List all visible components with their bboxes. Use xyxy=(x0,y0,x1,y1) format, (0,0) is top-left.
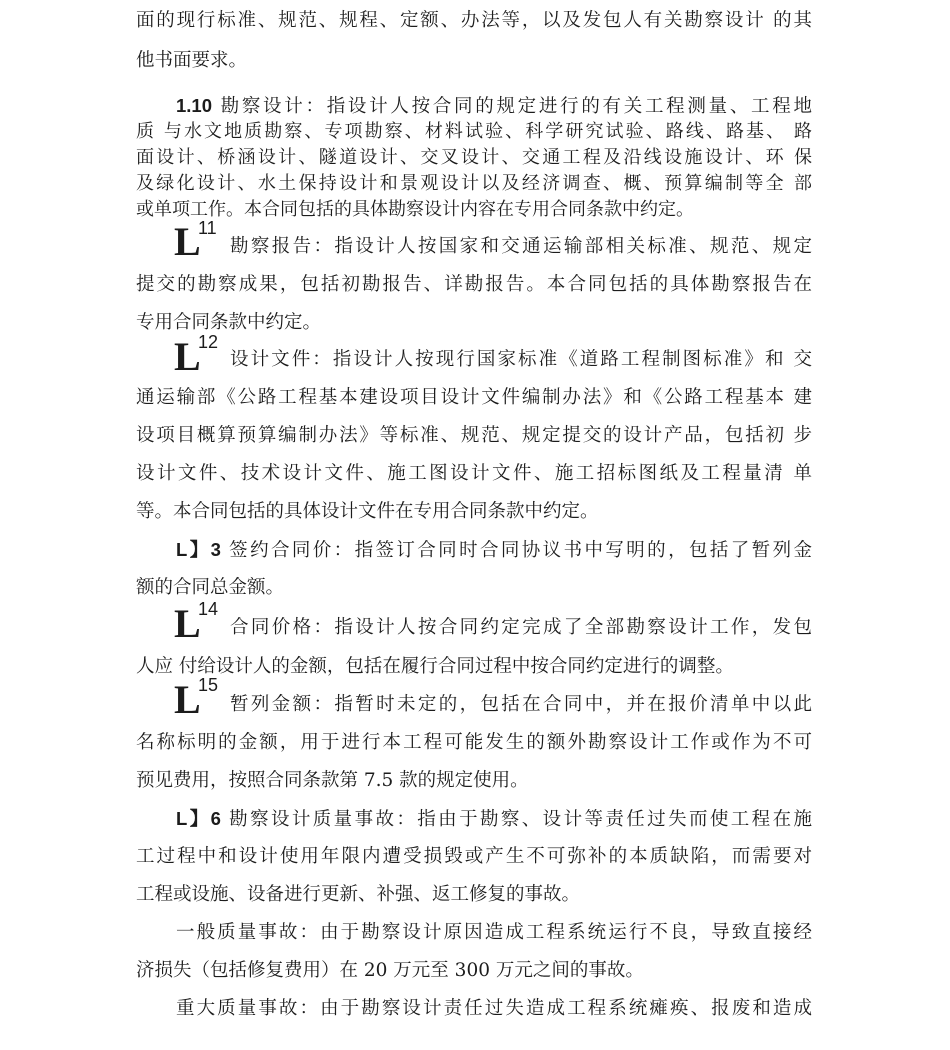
clause-marker-number: 12 xyxy=(198,332,219,352)
text-line: 设计文件：指设计人按现行国家标准《道路工程制图标准》和 交 xyxy=(230,349,812,370)
clause-1-16-first-line xyxy=(176,804,812,834)
text-line: 名称标明的金额，用于进行本工程可能发生的额外勘察设计工作或作为不可 xyxy=(136,732,812,753)
text-line: 勘察报告：指设计人按国家和交通运输部相关标准、规范、规定 xyxy=(230,236,812,257)
clause-marker-L: L xyxy=(174,334,201,379)
text-line: 额的合同总金额。 xyxy=(136,577,285,598)
clause-marker-number: 14 xyxy=(198,599,219,619)
text-line: 工过程中和设计使用年限内遭受损毁或产生不可弥补的本质缺陷，而需要对 xyxy=(136,846,812,867)
text-line: 人应 付给设计人的金额，包括在履行合同过程中按合同约定进行的调整。 xyxy=(136,656,734,677)
clause-text: 勘察设计：指设计人按合同的规定进行的有关工程测量、工程地 xyxy=(220,96,812,117)
clause-marker-L: L xyxy=(174,677,201,722)
text-line: 等。本合同包括的具体设计文件在专用合同条款中约定。 xyxy=(136,501,599,522)
clause-marker-L: L xyxy=(174,219,201,264)
text-line: 专用合同条款中约定。 xyxy=(136,312,322,333)
clause-number: 1.10 xyxy=(176,95,213,116)
text-line: 合同价格：指设计人按合同约定完成了全部勘察设计工作，发包 xyxy=(230,617,812,638)
clause-marker-number: 15 xyxy=(198,675,219,695)
text-line: 预见费用，按照合同条款第 7.5 款的规定使用。 xyxy=(136,770,529,791)
text-line: 提交的勘察成果，包括初勘报告、详勘报告。本合同包括的具体勘察报告在 xyxy=(136,274,812,295)
clause-1-10-first-line xyxy=(176,93,812,119)
text-line: 济损失（包括修复费用）在 20 万元至 300 万元之间的事故。 xyxy=(136,960,644,981)
clause-number: L】3 xyxy=(176,539,221,560)
text-line: 暂列金额：指暂时未定的，包括在合同中，并在报价清单中以此 xyxy=(230,694,812,715)
text-line: 重大质量事故：由于勘察设计责任过失造成工程系统瘫痪、报废和造成 xyxy=(176,998,812,1019)
text-line: 工程或设施、设备进行更新、补强、返工修复的事故。 xyxy=(136,884,581,905)
text-line: 设计文件、技术设计文件、施工图设计文件、施工招标图纸及工程量清 单 xyxy=(136,463,812,484)
text-line: 通运输部《公路工程基本建设项目设计文件编制办法》和《公路工程基本 建 xyxy=(136,387,812,408)
clause-text: 签约合同价：指签订合同时合同协议书中写明的，包括了暂列金 xyxy=(229,540,812,561)
text-line: 及绿化设计、水土保持设计和景观设计以及经济调查、概、预算编制等全 部 xyxy=(136,173,812,194)
text-line: 一般质量事故：由于勘察设计原因造成工程系统运行不良，导致直接经 xyxy=(176,922,812,943)
clause-number: L】6 xyxy=(176,808,221,829)
text-line: 质 与水文地质勘察、专项勘察、材料试验、科学研究试验、路线、路基、 路 xyxy=(136,121,812,142)
text-line: 或单项工作。本合同包括的具体勘察设计内容在专用合同条款中约定。 xyxy=(136,199,694,220)
text-line: 面的现行标准、规范、规程、定额、办法等，以及发包人有关勘察设计 的其 xyxy=(136,10,812,31)
clause-marker-L: L xyxy=(174,601,201,646)
clause-marker-number: 11 xyxy=(198,218,217,238)
clause-1-13-first-line xyxy=(176,535,812,565)
text-line: 设项目概算预算编制办法》等标准、规范、规定提交的设计产品，包括初 步 xyxy=(136,425,812,446)
text-line: 他书面要求。 xyxy=(136,50,248,71)
text-line: 面设计、桥涵设计、隧道设计、交叉设计、交通工程及沿线设施设计、环 保 xyxy=(136,147,812,168)
clause-text: 勘察设计质量事故：指由于勘察、设计等责任过失而使工程在施 xyxy=(229,809,812,830)
